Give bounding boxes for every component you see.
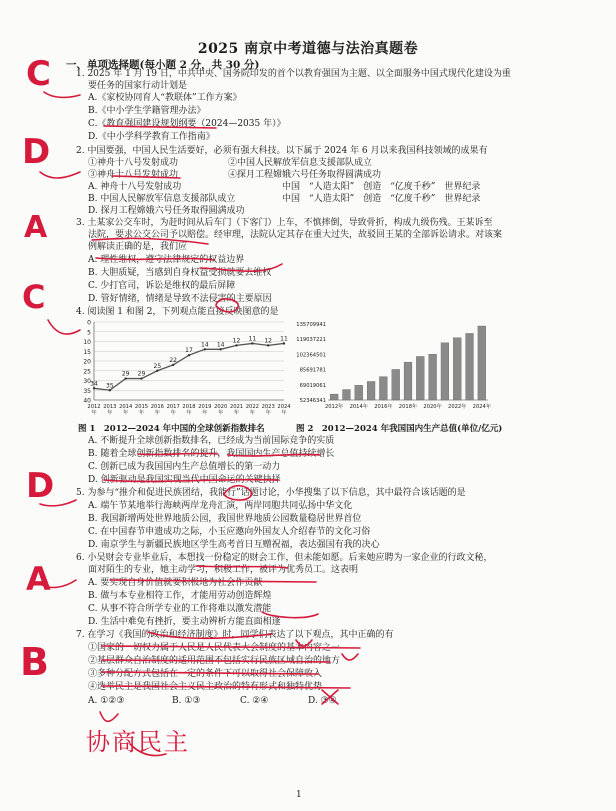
chart1-x-tick-unit: 年 (91, 410, 97, 416)
chart1-y-tick: 35 (83, 387, 91, 395)
annotation-cross-q7 (322, 690, 338, 704)
annotation-underline-q3-option-b (200, 264, 282, 271)
question-6-option-a: A. 要实现自身价值就要积极地为社会作贡献 (88, 578, 263, 588)
annotation-underline-q4-option-d (104, 480, 278, 482)
question-7-item-2: ②基层群众自治制度的适用范围不包括实行民族区域自治的地方 (88, 656, 341, 666)
chart1-x-tick-year: 2018 (182, 404, 196, 410)
question-2-item-3: ③神舟十八号发射成功 (88, 170, 179, 180)
chart1-x-tick-unit: 年 (218, 410, 224, 416)
annotation-underline-q4-option-b (138, 453, 218, 454)
question-4-option-c: C. 创新已成为我国国内生产总值增长的第一动力 (88, 462, 281, 472)
page-number: 1 (296, 790, 302, 800)
chart1-data-label: 34 (90, 380, 98, 388)
question-4-stem: 4. 阅读图 1 和图 2，下列观点能直接反映图意的是 (76, 307, 279, 317)
chart1-x-tick-year: 2020 (214, 404, 228, 410)
question-2-option-b: B. 中国人民解放军信息支援部队成立 (88, 194, 236, 204)
chart1-x-tick-unit: 年 (107, 410, 113, 416)
annotation-underline-q6-stem (196, 566, 288, 568)
handwritten-answer-q1: C (26, 54, 51, 94)
annotation-underline-q7-item-2 (102, 660, 330, 662)
question-4-option-d: D. 创新驱动是我国实现当代中国命运的关键抉择 (88, 475, 281, 485)
question-7-item-4: ④选举民主是我国社会主义民主政治的特有形式和独特优势 (88, 682, 323, 692)
figure-1-caption: 图 1 2012—2024 年中国的全球创新指数排名 (78, 424, 265, 434)
question-3-stem-cont2: 例解读正确的是，我们应 (88, 242, 188, 252)
question-2-stem: 2. 中国要强，中国人民生活要好，必须有强大科技。以下属于 2024 年 6 月以来我国科技领域的成果有 (76, 146, 488, 156)
chart1-x-tick-unit: 年 (123, 410, 129, 416)
chart1-data-label: 25 (153, 362, 162, 370)
annotation-tick-q7-item-1 (296, 640, 312, 646)
chart1-x-tick-unit: 年 (186, 410, 192, 416)
chart2-x-tick: 2024年 (472, 404, 492, 410)
chart2-y-tick: 85691781 (299, 367, 326, 374)
question-3-option-d: D. 管好情绪，情绪是导致不法侵害的主要原因 (88, 294, 272, 304)
annotation-underline-q3 (92, 238, 208, 244)
annotation-underline-q4-option-b-right (228, 455, 320, 456)
handwritten-answer-q4: C (22, 278, 46, 316)
chart1-y-tick: 15 (83, 348, 91, 356)
handwritten-answer-q3: A (24, 210, 48, 245)
chart1-x-tick-year: 2024 (277, 404, 291, 410)
question-1-option-d: D.《中小学科学教育工作指南》 (88, 132, 215, 142)
chart1-data-label: 11 (248, 335, 257, 343)
annotation-underline-q3-option-a (96, 258, 214, 260)
question-4-option-a: A. 不断提升全球创新指数排名，已经成为当前国际竞争的实质 (88, 436, 335, 446)
chart1-x-tick-unit: 年 (281, 410, 287, 416)
chart1-x-tick-unit: 年 (170, 410, 176, 416)
question-2-item-1: ①神舟十八号发射成功 (88, 158, 179, 168)
annotation-swoosh-q2 (40, 172, 80, 178)
chart2-y-tick: 135709941 (296, 322, 326, 328)
question-1-stem: 1. 2025 年 1 月 19 日，中共中央、国务院印发的首个以教育强国为主题、以全面服务中国式现代化建设为重 (76, 69, 511, 79)
chart1-x-tick-unit: 年 (202, 410, 208, 416)
annotation-underline-q7-item-3 (102, 672, 318, 674)
chart2-y-tick: 52346341 (299, 398, 326, 404)
question-2-option-b-right: 中国 “人造太阳” 创造 “亿度千秒” 世界纪录 (282, 194, 481, 204)
page-title: 2025 南京中考道德与法治真题卷 (197, 41, 419, 57)
chart1-y-tick: 0 (87, 319, 91, 327)
chart1-data-label: 29 (137, 370, 146, 378)
chart1-y-tick: 20 (83, 358, 91, 366)
handwritten-note: 协商民主 (86, 728, 190, 756)
annotation-circle-q4 (216, 299, 238, 312)
chart1-y-tick: 25 (83, 368, 91, 376)
annotation-underline-q2-a (112, 176, 180, 178)
question-7-choice-b: B. ①③ (172, 696, 201, 706)
question-2-item-4: ④探月工程嫦娥六号任务取得圆满成功 (228, 170, 382, 180)
question-7-stem: 7. 在学习《我国的政治和经济制度》时，同学们表达了以下观点，其中正确的有 (76, 630, 394, 640)
chart1-x-tick-year: 2014 (119, 404, 133, 410)
question-6-stem-cont: 面对陌生的专业，她主动学习，积极工作，被评为优秀员工。这表明 (88, 565, 359, 575)
question-1-option-b: B.《中小学生学籍管理办法》 (88, 106, 206, 116)
handwritten-answer-q5: D (26, 466, 55, 506)
chart1-x-tick-unit: 年 (138, 410, 145, 416)
question-3-stem-cont: 法院，要求公交公司予以赔偿。经审理，法院认定其存在重大过失，故驳回王某的全部诉讼请求。对该案 (88, 230, 503, 240)
question-7-item-3: ③多种分配方式包括在一定的条件下可以取得社会保障收入 (88, 669, 323, 679)
chart1-y-tick: 5 (87, 329, 91, 337)
chart1-data-label: 29 (121, 370, 130, 378)
chart2-y-tick: 69019061 (299, 382, 326, 389)
chart1-x-tick-year: 2022 (245, 404, 259, 410)
chart2-x-tick: 2014年 (349, 404, 368, 410)
question-3-stem: 3. 土某家公交车时，为赶时间从后车门（下客门）上车，不慎摔倒，导致骨折，构成九级伤残。王某诉至 (76, 218, 493, 228)
question-2-option-a-right: 中国 “人造太阳” 创造 “亿度千秒” 世界纪录 (282, 182, 481, 192)
question-7-choice-d: D. ③④ (308, 696, 337, 706)
question-7-choice-a: A. ①②③ (88, 696, 125, 706)
chart2-y-tick: 119037221 (296, 337, 326, 344)
chart1-x-tick-unit: 年 (154, 410, 160, 416)
chart1-x-tick-unit: 年 (233, 410, 240, 416)
question-3-option-c: C. 少打官司，诉讼是维权的最后屏障 (88, 281, 236, 291)
handwritten-answer-q2: D (22, 132, 51, 172)
question-2-item-2: ②中国人民解放军信息支援部队成立 (228, 158, 373, 168)
annotation-underline-q1-option (104, 126, 216, 128)
question-3-option-b: B. 大胆质疑，当感到自身权益受损就要去维权 (88, 268, 272, 278)
question-5-option-c: C. 在中国春节申遗成功之际，小玉应邀向外国友人介绍春节的文化习俗 (88, 527, 371, 537)
chart2-x-tick: 2022年 (448, 404, 467, 410)
question-5-option-a: A. 端午节某地举行海峡两岸龙舟汇演，两岸同胞共同弘扬中华文化 (88, 501, 353, 511)
chart2-x-tick: 2018年 (398, 404, 418, 410)
chart1-y-tick: 10 (83, 339, 91, 346)
figure-2-caption: 图 2 2012—2024 年我国国内生产总值(单位/亿元) (296, 424, 503, 434)
question-6-option-c: C. 从事不符合所学专业的工作将难以激发潜能 (88, 604, 272, 614)
chart1-data-label: 14 (216, 341, 225, 349)
chart1-data-label: 35 (106, 382, 114, 390)
question-4-option-b: B. 随着全球创新指数排名的提升，我国国内生产总值持续增长 (88, 449, 335, 459)
chart1-data-label: 11 (280, 335, 288, 343)
chart1-data-label: 17 (185, 347, 193, 355)
chart1-x-tick-year: 2023 (261, 404, 275, 410)
chart1-data-label: 12 (232, 337, 241, 345)
question-5-stem: 5. 为参与“推介和促进民族团结，我能行”话题讨论，小华搜集了以下信息，其中最符合该话题的是 (76, 488, 466, 498)
chart1-x-tick-unit: 年 (249, 410, 255, 416)
question-1-option-a: A.《家校协同育人“教联体”工作方案》 (88, 93, 242, 103)
annotation-tick-q7-choice (100, 712, 118, 721)
question-6-option-d: D. 生活中难免有挫折，要主动辨析方能直面相逢 (88, 617, 281, 627)
handwritten-answer-q7: B (20, 640, 49, 684)
question-6-stem: 6. 小吴财会专业毕业后，本想找一份稳定的财会工作，但未能如愿。后来她应聘为一家企业的行政文秘， (76, 553, 493, 563)
question-5-option-d: D. 南京学生与新疆民族地区学生高考首日互赠祝福，表达强国有我的决心 (88, 540, 380, 550)
chart1-y-tick: 30 (83, 378, 91, 385)
chart2-x-tick: 2020年 (423, 404, 442, 410)
chart1-x-tick-year: 2017 (166, 404, 180, 410)
question-2-option-d: D. 探月工程嫦娥六号任务取得圆满成功 (88, 206, 245, 216)
chart1-y-tick: 40 (83, 397, 91, 405)
question-6-option-b: B. 做与本专业相符工作，才能用劳动创造辉煌 (88, 591, 272, 601)
chart1-x-tick-unit: 年 (265, 410, 271, 416)
chart1-x-tick-year: 2015 (134, 404, 149, 410)
question-2-option-a: A. 神舟十八号发射成功 (88, 182, 182, 192)
annotation-underline-q7-item-1 (102, 646, 360, 648)
annotation-underline-q7 (148, 632, 272, 638)
chart2-x-tick: 2016年 (374, 404, 393, 410)
annotation-underline-q6-option-a (110, 580, 316, 582)
annotation-underline-q6-option-d (262, 612, 318, 618)
annotation-swoosh-q4 (48, 320, 80, 334)
chart2-y-tick: 102364501 (296, 352, 326, 359)
question-1-option-c: C.《教育强国建设规划纲要（2024—2035 年）》 (88, 119, 286, 129)
question-5-option-b: B. 我国新增两处世界地质公园，我国世界地质公园数量稳居世界首位 (88, 514, 362, 524)
chart1-x-tick-year: 2016 (150, 404, 164, 410)
chart1-x-tick-year: 2021 (229, 404, 244, 410)
question-1-stem-cont: 要任务的国家行动计划是 (88, 81, 188, 91)
chart1-data-label: 22 (169, 356, 177, 364)
section-heading: 一、单项选择题(每小题 2 分，共 30 分) (66, 59, 260, 71)
chart2-x-tick: 2012年 (324, 404, 344, 410)
chart1-x-tick-year: 2012 (87, 404, 101, 410)
chart1-x-tick-year: 2013 (103, 404, 117, 410)
annotation-underline-q7-item-4 (102, 686, 350, 688)
question-7-item-1: ①国家的一切权力属于人民是人民代表大会制度的基本内容之一 (88, 643, 341, 653)
annotation-tick-q7-item-2 (342, 654, 358, 660)
chart1-data-label: 14 (201, 341, 209, 349)
chart1-x-tick-year: 2019 (198, 404, 212, 410)
chart1-data-label: 12 (264, 337, 272, 345)
question-7-choice-c: C. ②④ (240, 696, 269, 706)
handwritten-answer-q6: A (26, 560, 51, 598)
annotation-circle-q5 (224, 486, 252, 500)
question-3-option-a: A. 理性维权，遵守法律规定的权益边界 (88, 255, 245, 265)
